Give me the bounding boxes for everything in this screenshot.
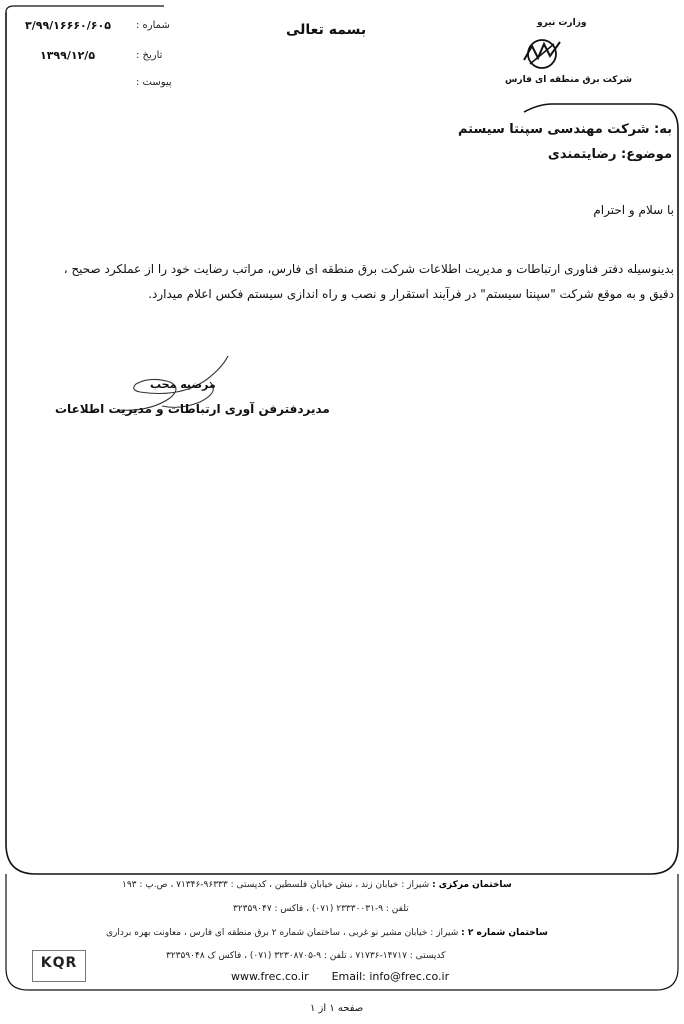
- footer-building2-address: [106, 928, 548, 938]
- company-logo-icon: [520, 34, 564, 72]
- letter-body-line-2: دقیق و به موقع شرکت "سپنتا سیستم" در فرآیند استقرار و نصب و راه اندازی سیستم فکس اعلام میدارد.: [148, 287, 674, 301]
- footer-central-phone: تلفن : ۹-۲۳۳۳۰۰۳۱ (۰۷۱) ، فاکس : ۳۲۳۵۹۰۴۷: [233, 904, 409, 914]
- letter-number: ۳/۹۹/۱۶۶۶۰/۶۰۵: [25, 19, 111, 32]
- signatory-name: مرضیه محب: [150, 378, 216, 391]
- attachment-label: پیوست :: [136, 77, 172, 88]
- letter-subject: موضوع: رضایتمندی: [547, 147, 672, 162]
- footer-central-address: [122, 880, 512, 890]
- footer-building2-address-text: شیراز : خیابان مشیر نو غربی ، ساختمان شماره ۲ برق منطقه ای فارس ، معاونت بهره برداری: [106, 928, 459, 938]
- signatory-title: مدیردفترفن آوری ارتباطات و مدیریت اطلاعات: [55, 402, 330, 416]
- footer-email[interactable]: Email: info@frec.co.ir: [331, 970, 450, 983]
- letter-body-line-1: بدینوسیله دفتر فناوری ارتباطات و مدیریت اطلاعات شرکت برق منطقه ای فارس، مراتب رضایت خود را از عملکرد صحیح ،: [63, 262, 674, 276]
- footer-central-address-text: شیراز : خیابان زند ، نبش خیابان فلسطین ، کدپستی : ۹۶۳۳۳-۷۱۳۴۶ ، ص.پ : ۱۹۳: [122, 880, 430, 890]
- footer-website[interactable]: www.frec.co.ir: [231, 970, 309, 983]
- opening-invocation: بسمه تعالی: [286, 22, 367, 38]
- footer-web-contact: [231, 970, 449, 983]
- certification-logo-text: KQR: [40, 955, 78, 971]
- date-label: تاریخ :: [136, 50, 163, 61]
- letter-number-label: شماره :: [136, 20, 170, 31]
- footer-building2-label: ساختمان شماره ۲ :: [461, 928, 548, 938]
- ministry-name: وزارت نیرو: [537, 18, 587, 28]
- certification-logo: [32, 950, 86, 982]
- company-name: شرکت برق منطقه ای فارس: [505, 75, 632, 85]
- footer-central-label: ساختمان مرکزی :: [432, 880, 512, 890]
- footer-building2-phone: کدپستی : ۱۴۷۱۷-۷۱۷۳۶ ، تلفن : ۹-۳۲۳۰۸۷۰۵ (۰۷۱) ، فاکس ک ۳۲۳۵۹۰۴۸: [166, 951, 446, 961]
- letter-date: ۱۳۹۹/۱۲/۵: [40, 49, 96, 62]
- page-number: صفحه ۱ از ۱: [310, 1003, 364, 1014]
- letter-recipient: به: شرکت مهندسی سپنتا سیستم: [457, 122, 672, 137]
- letter-greeting: با سلام و احترام: [593, 203, 674, 217]
